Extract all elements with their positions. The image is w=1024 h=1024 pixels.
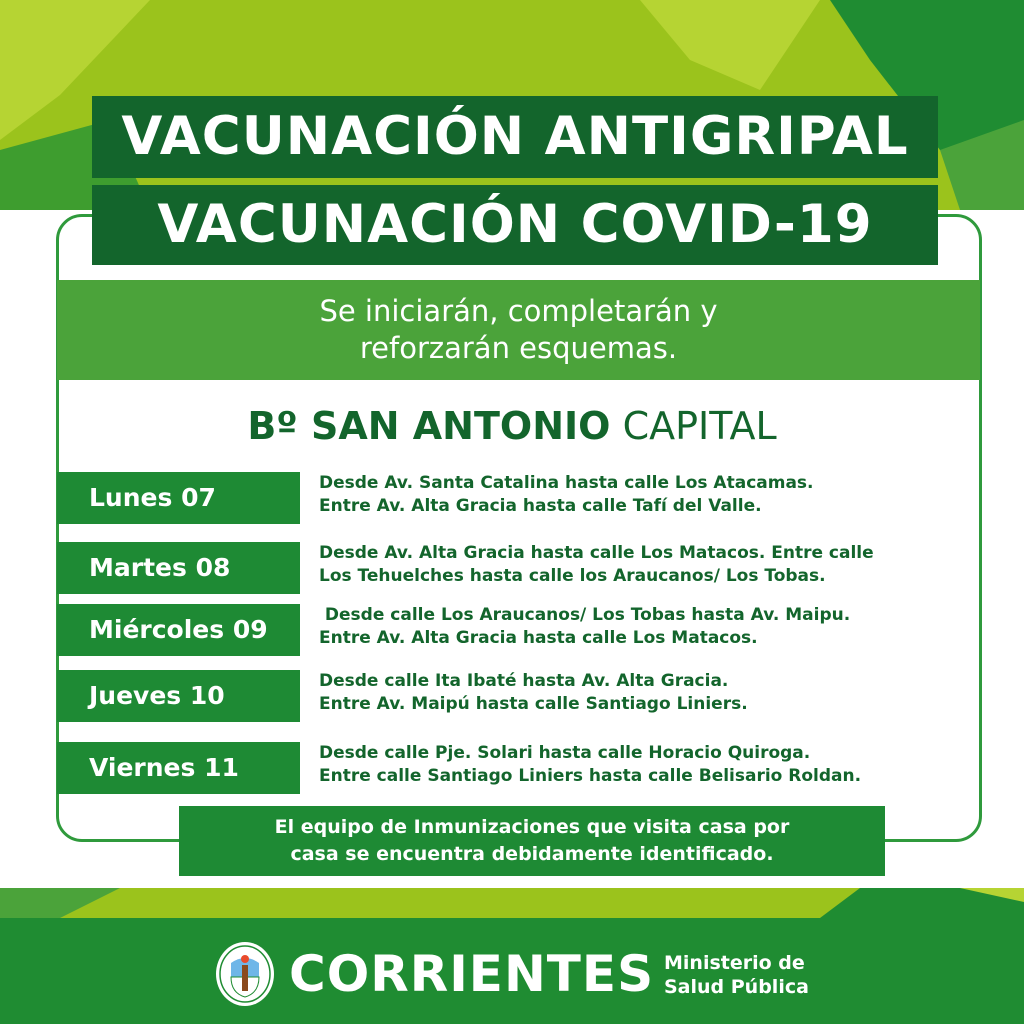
brand-name: CORRIENTES bbox=[289, 945, 655, 1003]
identification-note bbox=[179, 806, 885, 876]
provincial-seal-icon bbox=[215, 941, 275, 1007]
schedule-day: Jueves 10 bbox=[57, 670, 300, 722]
schedule-description bbox=[319, 542, 1009, 588]
schedule-line: Desde Av. Santa Catalina hasta calle Los Atacamas. bbox=[319, 473, 814, 493]
schedule-row bbox=[57, 604, 1007, 656]
schedule-description bbox=[319, 742, 1009, 788]
schedule-day: Viernes 11 bbox=[57, 742, 300, 794]
schedule-day: Lunes 07 bbox=[57, 472, 300, 524]
schedule-description bbox=[319, 472, 1009, 518]
note-line-2: casa se encuentra debidamente identificado. bbox=[290, 843, 774, 865]
note-line-1: El equipo de Inmunizaciones que visita casa por bbox=[274, 816, 790, 838]
schedule-description bbox=[319, 670, 1009, 716]
ministry-line-1: Ministerio de bbox=[664, 952, 805, 974]
location-neighborhood: Bº SAN ANTONIO bbox=[247, 404, 611, 448]
schedule-row bbox=[57, 542, 1007, 594]
ministry-name bbox=[664, 951, 809, 999]
bottom-decorative-band bbox=[0, 888, 1024, 918]
schedule-line: Los Tehuelches hasta calle los Araucanos/ Los Tobas. bbox=[319, 566, 826, 586]
schedule-day: Miércoles 09 bbox=[57, 604, 300, 656]
title-covid: VACUNACIÓN COVID-19 bbox=[92, 185, 938, 265]
schedule-row bbox=[57, 670, 1007, 722]
schedule-row bbox=[57, 742, 1007, 794]
schedule-line: Entre calle Santiago Liniers hasta calle Belisario Roldan. bbox=[319, 766, 862, 786]
schedule-row bbox=[57, 472, 1007, 524]
schedule-line: Entre Av. Alta Gracia hasta calle Los Matacos. bbox=[319, 628, 758, 648]
schedule-day: Martes 08 bbox=[57, 542, 300, 594]
schedule-line: Desde calle Los Araucanos/ Los Tobas hasta Av. Maipu. bbox=[319, 605, 851, 625]
schedule-line: Entre Av. Alta Gracia hasta calle Tafí del Valle. bbox=[319, 496, 762, 516]
schedule-line: Desde calle Pje. Solari hasta calle Horacio Quiroga. bbox=[319, 743, 811, 763]
ministry-line-2: Salud Pública bbox=[664, 976, 809, 998]
location-heading bbox=[0, 404, 1024, 448]
schedule-description bbox=[319, 604, 1009, 650]
title-antigripal: VACUNACIÓN ANTIGRIPAL bbox=[92, 96, 938, 178]
subtitle-band bbox=[57, 280, 980, 380]
subtitle-line-1: Se iniciarán, completarán y bbox=[319, 294, 718, 328]
location-city: CAPITAL bbox=[622, 404, 777, 448]
schedule-line: Desde Av. Alta Gracia hasta calle Los Matacos. Entre calle bbox=[319, 543, 874, 563]
schedule-line: Desde calle Ita Ibaté hasta Av. Alta Gracia. bbox=[319, 671, 729, 691]
subtitle-line-2: reforzarán esquemas. bbox=[359, 331, 678, 365]
schedule-line: Entre Av. Maipú hasta calle Santiago Liniers. bbox=[319, 694, 748, 714]
